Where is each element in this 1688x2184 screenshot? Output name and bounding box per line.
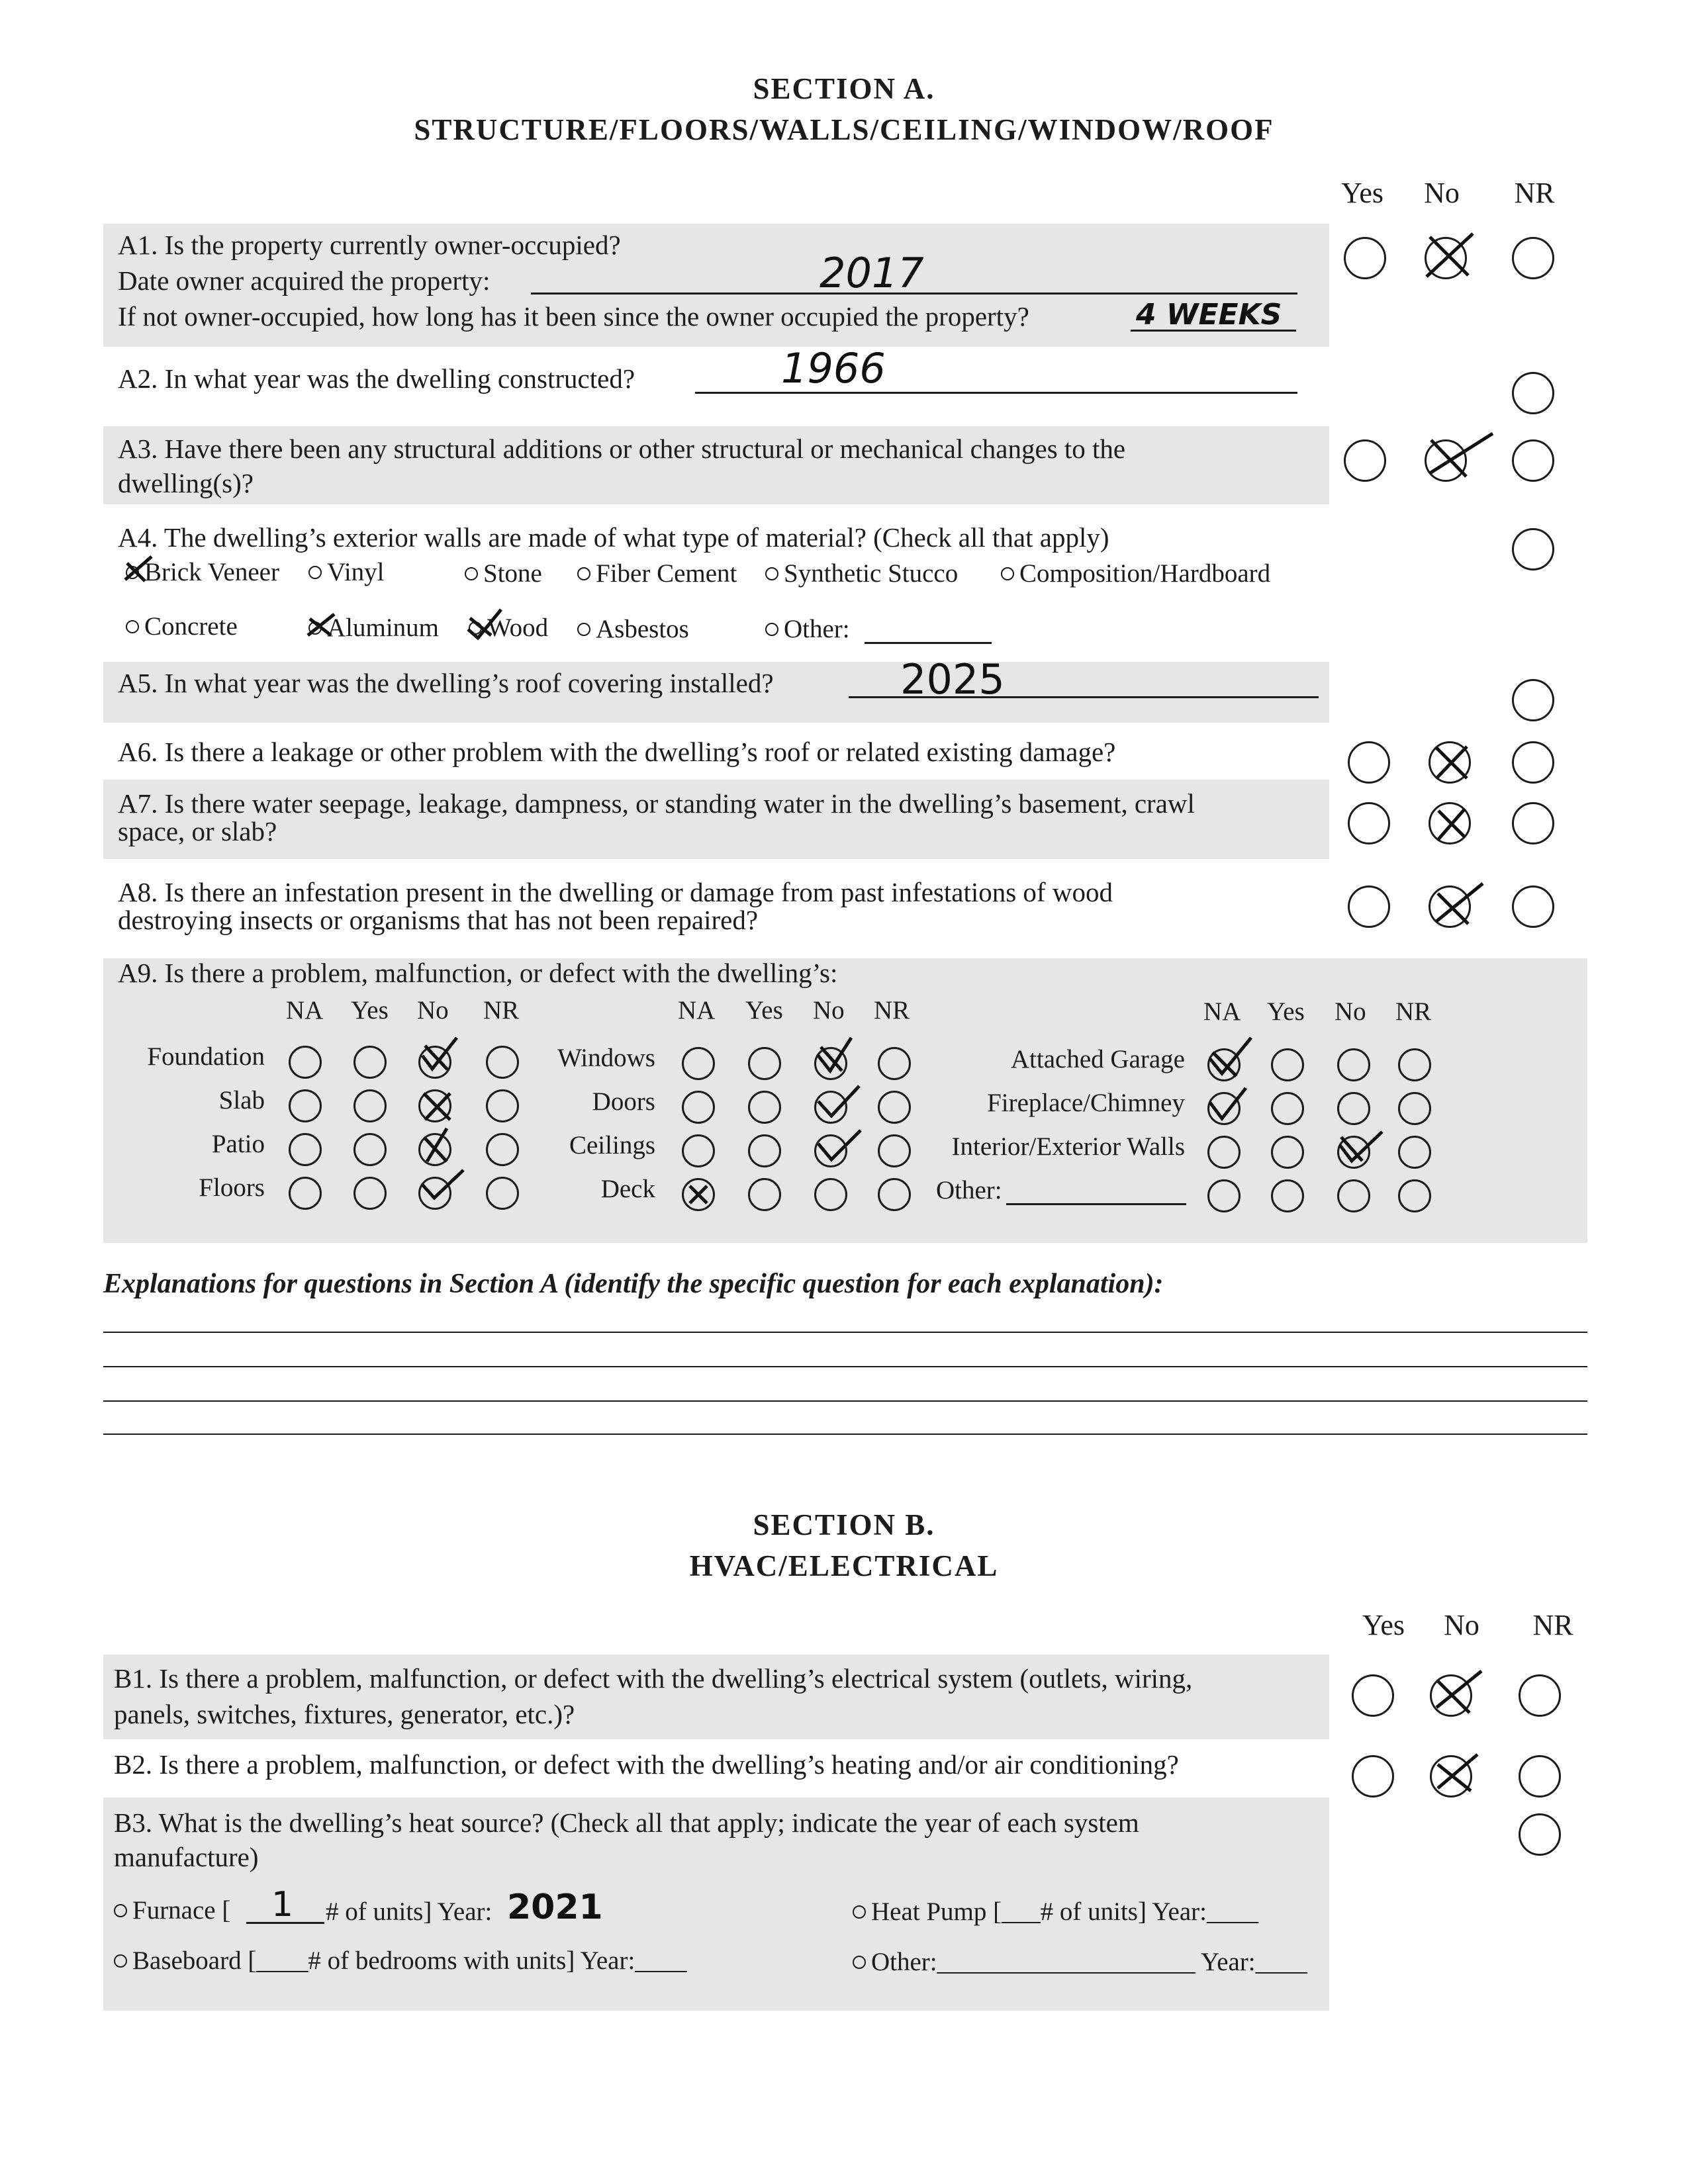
section-a-title: SECTION A. [753, 72, 935, 105]
a9-garage-no[interactable] [1337, 1048, 1370, 1081]
a7-nr-radio[interactable] [1512, 802, 1554, 844]
a4-brick-check-mark [122, 553, 155, 586]
a4-vinyl-checkbox[interactable] [308, 566, 322, 579]
section-a-subtitle: STRUCTURE/FLOORS/WALLS/CEILING/WINDOW/ROOF [414, 113, 1274, 146]
b3-nr-radio[interactable] [1519, 1813, 1561, 1856]
b3-heatpump-option[interactable]: Heat Pump [___# of units] Year:____ [853, 1897, 1258, 1927]
a9-question: A9. Is there a problem, malfunction, or defect with the dwelling’s: [118, 958, 838, 988]
a9-foundation-yes[interactable] [353, 1046, 387, 1079]
a4-wood-check-mark [465, 606, 504, 643]
b3-other-option[interactable]: Other:____________________ Year:____ [853, 1947, 1307, 1977]
a8-question: A8. Is there an infestation present in the dwelling or damage from past infestations of wood [118, 877, 1113, 907]
explanation-line-4[interactable] [103, 1433, 1587, 1435]
a9-c1-hdr-yes: Yes [351, 996, 389, 1024]
a9-walls-no-mark [1333, 1125, 1386, 1171]
b-col-header-yes: Yes [1362, 1609, 1405, 1641]
a9-patio-nr[interactable] [486, 1133, 519, 1166]
a9-doors-na[interactable] [682, 1091, 715, 1124]
a9-fireplace-no[interactable] [1337, 1092, 1370, 1125]
a4-option-aluminum[interactable]: Aluminum [308, 613, 439, 643]
a5-year-value: 2025 [900, 655, 1005, 704]
a9-walls-nr[interactable] [1398, 1136, 1431, 1169]
b1-question: B1. Is there a problem, malfunction, or defect with the dwelling’s electrical system (outlets, wiring, [114, 1663, 1193, 1694]
a7-question: A7. Is there water seepage, leakage, dampness, or standing water in the dwelling’s basement, crawl [118, 788, 1195, 819]
a1-no-check-mark [1417, 224, 1483, 290]
a9-other-yes[interactable] [1271, 1179, 1304, 1212]
a9-c2-hdr-na: NA [678, 996, 716, 1024]
a9-doors-label: Doors [592, 1087, 655, 1116]
a4-option-synthetic-stucco[interactable]: Synthetic Stucco [765, 559, 958, 588]
a9-garage-label: Attached Garage [1010, 1045, 1185, 1073]
b3-furnace-units-value: 1 [271, 1885, 294, 1925]
explanation-line-2[interactable] [103, 1366, 1587, 1367]
a9-slab-label: Slab [218, 1086, 265, 1115]
a9-doors-nr[interactable] [878, 1091, 911, 1124]
a9-c2-hdr-no: No [813, 996, 845, 1024]
a4-concrete-checkbox[interactable] [126, 620, 139, 633]
a9-foundation-nr[interactable] [486, 1046, 519, 1079]
a9-other-na[interactable] [1207, 1179, 1241, 1212]
a9-garage-na-mark [1203, 1032, 1256, 1085]
b3-furnace-option[interactable]: Furnace [ [114, 1895, 230, 1925]
a3-question-cont: dwelling(s)? [118, 468, 254, 498]
a9-c2-hdr-yes: Yes [745, 996, 783, 1024]
a9-ceilings-no-mark [812, 1125, 865, 1165]
a3-yes-radio[interactable] [1344, 439, 1386, 482]
a9-ceilings-nr[interactable] [878, 1134, 911, 1167]
a9-deck-yes[interactable] [748, 1178, 781, 1211]
b3-furnace-checkbox[interactable] [114, 1904, 127, 1917]
a3-question: A3. Have there been any structural additions or other structural or mechanical changes to the [118, 433, 1126, 464]
a8-question-cont: destroying insects or organisms that has not been repaired? [118, 905, 759, 935]
a9-windows-no-mark [812, 1032, 858, 1079]
a9-c3-hdr-nr: NR [1395, 997, 1432, 1026]
b3-furnace-units-label: # of units] Year: [326, 1897, 492, 1926]
a6-question: A6. Is there a leakage or other problem with the dwelling’s roof or related existing damage? [118, 737, 1116, 767]
a9-foundation-label: Foundation [147, 1042, 265, 1071]
a9-deck-no[interactable] [814, 1178, 847, 1211]
section-a-explanations-label: Explanations for questions in Section A (identify the specific question for each explanation): [103, 1269, 1164, 1299]
a6-no-check-mark [1429, 740, 1475, 786]
a9-deck-nr[interactable] [878, 1178, 911, 1211]
a9-other-label: Other: [936, 1176, 1002, 1205]
a9-ceilings-na[interactable] [682, 1134, 715, 1167]
a3-nr-radio[interactable] [1512, 439, 1554, 482]
a5-question: A5. In what year was the dwelling’s roof covering installed? [118, 668, 774, 698]
a9-floors-nr[interactable] [486, 1177, 519, 1210]
a9-floors-label: Floors [199, 1173, 265, 1202]
a4-asbestos-checkbox[interactable] [577, 623, 590, 636]
a9-ceilings-yes[interactable] [748, 1134, 781, 1167]
a8-nr-radio[interactable] [1512, 886, 1554, 928]
a4-option-fiber-cement[interactable]: Fiber Cement [577, 559, 737, 588]
b3-other-checkbox[interactable] [853, 1956, 866, 1969]
b-col-header-nr: NR [1532, 1609, 1573, 1641]
a7-question-cont: space, or slab? [118, 816, 277, 846]
b2-yes-radio[interactable] [1352, 1755, 1394, 1797]
a9-garage-yes[interactable] [1271, 1048, 1304, 1081]
b-col-header-no: No [1444, 1609, 1479, 1641]
a9-ceilings-label: Ceilings [569, 1131, 655, 1160]
a4-option-vinyl[interactable]: Vinyl [308, 557, 385, 587]
a1-owner-label: If not owner-occupied, how long has it been since the owner occupied the property? [118, 301, 1029, 332]
a9-garage-nr[interactable] [1398, 1048, 1431, 1081]
a9-slab-nr[interactable] [486, 1089, 519, 1122]
a4-composition-checkbox[interactable] [1001, 567, 1014, 580]
a9-floors-na[interactable] [289, 1177, 322, 1210]
a9-foundation-no-mark [416, 1032, 462, 1079]
a1-date-value: 2017 [820, 249, 924, 297]
b3-question: B3. What is the dwelling’s heat source? (Check all that apply; indicate the year of each system [114, 1807, 1139, 1838]
a9-walls-label: Interior/Exterior Walls [951, 1132, 1185, 1161]
b3-heatpump-checkbox[interactable] [853, 1905, 866, 1919]
a7-no-check-mark [1429, 801, 1475, 847]
b2-nr-radio[interactable] [1519, 1755, 1561, 1797]
a4-nr-radio[interactable] [1512, 528, 1554, 570]
b2-question: B2. Is there a problem, malfunction, or defect with the dwelling’s heating and/or air conditioning? [114, 1749, 1179, 1780]
a4-option-brick-veneer[interactable]: Brick Veneer [126, 557, 279, 587]
col-header-yes: Yes [1340, 177, 1384, 209]
a4-other-field[interactable] [865, 642, 992, 644]
a9-windows-yes[interactable] [748, 1047, 781, 1080]
a9-slab-no-mark [417, 1087, 457, 1126]
a9-fireplace-na-mark [1205, 1081, 1251, 1128]
a9-patio-no-mark [417, 1125, 463, 1168]
a9-c1-hdr-nr: NR [483, 996, 520, 1024]
a2-nr-radio[interactable] [1512, 372, 1554, 414]
a9-windows-na[interactable] [682, 1047, 715, 1080]
a9-c3-hdr-no: No [1335, 997, 1366, 1026]
a9-walls-na[interactable] [1207, 1136, 1241, 1169]
a9-patio-label: Patio [211, 1130, 265, 1158]
a9-floors-yes[interactable] [353, 1177, 387, 1210]
a9-other-field[interactable] [1006, 1203, 1186, 1205]
explanation-line-3[interactable] [103, 1400, 1587, 1402]
a4-fiber-cement-checkbox[interactable] [577, 567, 590, 580]
a2-year-value: 1966 [781, 344, 886, 392]
a2-question: A2. In what year was the dwelling constructed? [118, 363, 635, 394]
a9-foundation-na[interactable] [289, 1046, 322, 1079]
a9-slab-na[interactable] [289, 1089, 322, 1122]
a9-c3-hdr-yes: Yes [1267, 997, 1305, 1026]
a1-date-label: Date owner acquired the property: [118, 265, 491, 296]
a4-option-composition[interactable]: Composition/Hardboard [1001, 559, 1270, 588]
a9-windows-nr[interactable] [878, 1047, 911, 1080]
a8-no-check-mark [1423, 874, 1489, 933]
a4-option-stone[interactable]: Stone [465, 559, 542, 588]
b2-no-check-mark [1425, 1745, 1484, 1797]
a8-yes-radio[interactable] [1348, 886, 1390, 928]
a9-patio-na[interactable] [289, 1133, 322, 1166]
section-b-subtitle: HVAC/ELECTRICAL [689, 1549, 999, 1582]
a9-floors-no-mark [416, 1165, 469, 1205]
a1-weeks-value: 4 WEEKS [1136, 298, 1282, 332]
a4-aluminum-check-mark [305, 609, 338, 642]
a4-option-other[interactable]: Other: [765, 614, 850, 644]
b1-question-cont: panels, switches, fixtures, generator, etc.)? [114, 1699, 575, 1729]
b3-furnace-year-value: 2021 [507, 1888, 603, 1927]
a4-other-checkbox[interactable] [765, 623, 778, 636]
col-header-no: No [1424, 177, 1460, 209]
a7-yes-radio[interactable] [1348, 802, 1390, 844]
a5-nr-radio[interactable] [1512, 679, 1554, 721]
a1-nr-radio[interactable] [1512, 237, 1554, 279]
a1-yes-radio[interactable] [1344, 237, 1386, 279]
a4-stucco-checkbox[interactable] [765, 567, 778, 580]
b1-nr-radio[interactable] [1519, 1674, 1561, 1717]
a3-no-check-mark [1417, 424, 1503, 490]
a9-doors-no-mark [812, 1083, 865, 1122]
a9-deck-na-mark [682, 1178, 715, 1211]
a9-patio-yes[interactable] [353, 1133, 387, 1166]
b1-yes-radio[interactable] [1352, 1674, 1394, 1717]
a9-windows-label: Windows [557, 1044, 655, 1072]
a9-deck-label: Deck [600, 1175, 655, 1203]
a4-option-concrete[interactable]: Concrete [126, 612, 238, 641]
a4-option-asbestos[interactable]: Asbestos [577, 614, 689, 644]
a1-question: A1. Is the property currently owner-occupied? [118, 230, 621, 260]
a9-fireplace-yes[interactable] [1271, 1092, 1304, 1125]
a9-c1-hdr-na: NA [286, 996, 324, 1024]
a4-option-wood[interactable]: Wood [469, 613, 548, 643]
a9-doors-yes[interactable] [748, 1091, 781, 1124]
b1-no-check-mark [1423, 1661, 1489, 1721]
col-header-nr: NR [1514, 177, 1555, 209]
a9-c3-hdr-na: NA [1203, 997, 1241, 1026]
a9-walls-yes[interactable] [1271, 1136, 1304, 1169]
b3-baseboard-option[interactable]: Baseboard [____# of bedrooms with units] Year:____ [114, 1946, 686, 1976]
a9-slab-yes[interactable] [353, 1089, 387, 1122]
section-b-title: SECTION B. [753, 1508, 935, 1541]
b3-baseboard-checkbox[interactable] [114, 1954, 127, 1968]
a6-yes-radio[interactable] [1348, 741, 1390, 784]
a4-question: A4. The dwelling’s exterior walls are made of what type of material? (Check all that apply) [118, 522, 1109, 553]
a9-other-nr[interactable] [1398, 1179, 1431, 1212]
a9-c2-hdr-nr: NR [874, 996, 910, 1024]
a6-nr-radio[interactable] [1512, 741, 1554, 784]
a9-c1-hdr-no: No [417, 996, 449, 1024]
a4-stone-checkbox[interactable] [465, 567, 478, 580]
a9-fireplace-nr[interactable] [1398, 1092, 1431, 1125]
a9-fireplace-label: Fireplace/Chimney [987, 1089, 1185, 1117]
explanation-line-1[interactable] [103, 1332, 1587, 1333]
a9-other-no[interactable] [1337, 1179, 1370, 1212]
b3-question-cont: manufacture) [114, 1842, 259, 1872]
